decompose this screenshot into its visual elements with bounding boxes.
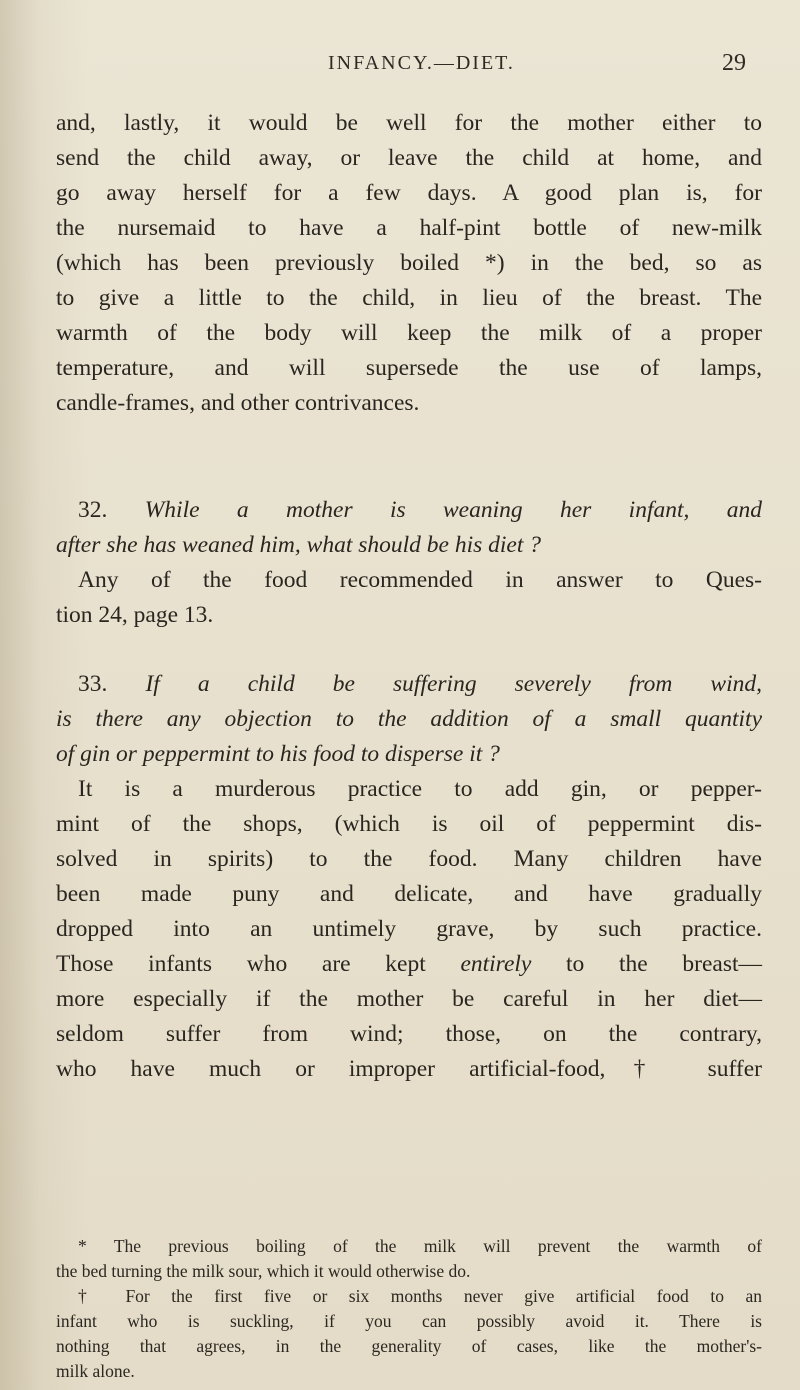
text-segment: to the breast—	[531, 951, 762, 977]
emphasis-text: entirely	[460, 951, 532, 977]
question-number: 32.	[78, 497, 108, 523]
question-text: of gin or peppermint to his food to disperse it ?	[56, 741, 500, 767]
text-line: Any of the food recommended in answer to Ques-	[78, 567, 762, 593]
text-line: and, lastly, it would be well for the mother either to	[56, 110, 762, 136]
question-text: If a child be suffering severely from wind,	[145, 671, 762, 697]
text-line: to give a little to the child, in lieu of the breast. The	[56, 285, 762, 311]
footnote-line: nothing that agrees, in the generality of cases, like the mother's-	[56, 1336, 762, 1356]
footnote-line: milk alone.	[56, 1361, 135, 1381]
page-number: 29	[722, 50, 746, 76]
footnote-line: † For the first five or six months never give artificial food to an	[78, 1286, 762, 1306]
question-32	[56, 493, 762, 563]
text-line: (which has been previously boiled *) in the bed, so as	[56, 250, 762, 276]
question-line	[56, 493, 762, 528]
footnote-line: the bed turning the milk sour, which it would otherwise do.	[56, 1261, 471, 1281]
footnote-line: * The previous boiling of the milk will prevent the warmth of	[78, 1236, 762, 1256]
question-line	[56, 667, 762, 702]
footnote-line: infant who is suckling, if you can possibly avoid it. There is	[56, 1311, 762, 1331]
text-line-with-emphasis	[56, 947, 762, 982]
question-text: after she has weaned him, what should be his diet ?	[56, 532, 541, 558]
text-segment: Those infants who are kept	[56, 951, 461, 977]
text-line: mint of the shops, (which is oil of peppermint dis-	[56, 811, 762, 837]
text-line: the nursemaid to have a half-pint bottle of new-milk	[56, 215, 762, 241]
question-text: is there any objection to the addition of a small quantity	[56, 706, 762, 732]
text-line: solved in spirits) to the food. Many children have	[56, 846, 762, 872]
answer-32	[56, 563, 762, 633]
paragraph-weaning-advice	[56, 106, 762, 421]
text-line: candle-frames, and other contrivances.	[56, 390, 420, 416]
text-line: been made puny and delicate, and have gradually	[56, 881, 762, 907]
text-line: more especially if the mother be careful in her diet—	[56, 986, 762, 1012]
text-line: send the child away, or leave the child at home, and	[56, 145, 762, 171]
text-line: dropped into an untimely grave, by such practice.	[56, 916, 762, 942]
text-line: temperature, and will supersede the use of lamps,	[56, 355, 762, 381]
text-line: seldom suffer from wind; those, on the contrary,	[56, 1021, 762, 1047]
text-line: go away herself for a few days. A good plan is, for	[56, 180, 762, 206]
page-header	[0, 52, 800, 82]
running-title: INFANCY.—DIET.	[328, 52, 515, 74]
text-line: warmth of the body will keep the milk of a proper	[56, 320, 762, 346]
text-line: who have much or improper artificial-food,† suffer	[56, 1056, 762, 1082]
question-number: 33.	[78, 671, 108, 697]
text-line: It is a murderous practice to add gin, or pepper-	[78, 776, 762, 802]
text-line: tion 24, page 13.	[56, 602, 214, 628]
question-text: While a mother is weaning her infant, and	[144, 497, 762, 523]
answer-33	[56, 772, 762, 1087]
question-33	[56, 667, 762, 772]
footnotes	[56, 1234, 762, 1384]
